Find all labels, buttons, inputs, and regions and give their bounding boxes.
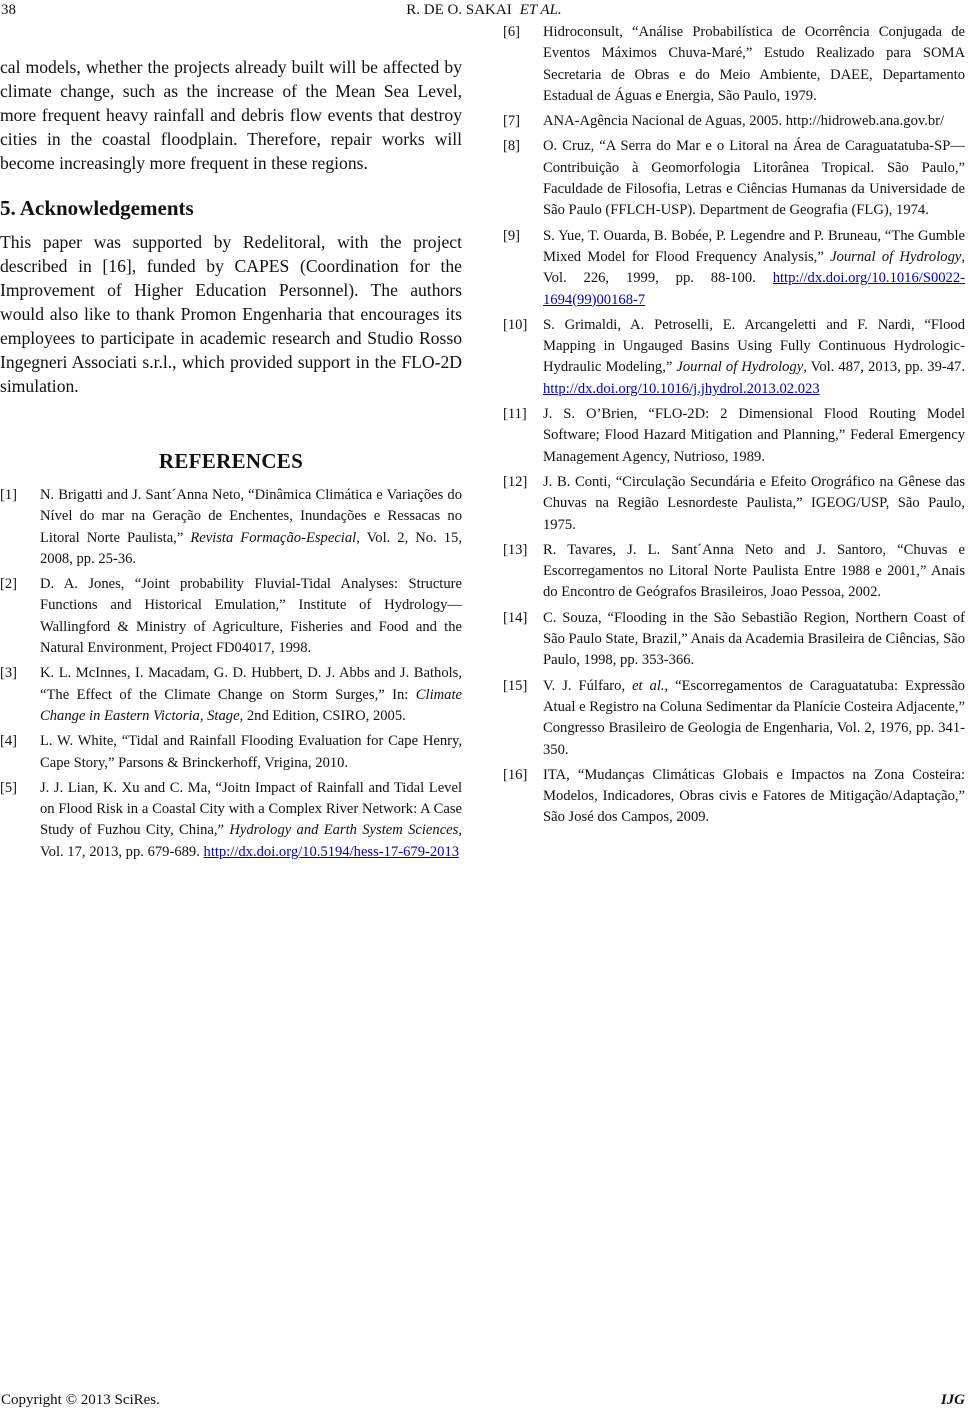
reference-text <box>543 540 965 604</box>
doi-link[interactable]: http://dx.doi.org/10.5194/hess-17-679-2013 <box>203 843 460 860</box>
page-number: 38 <box>1 2 16 18</box>
reference-text <box>40 731 462 774</box>
reference-details: , 2nd Edition, CSIRO, 2005. <box>239 707 406 724</box>
reference-item <box>0 574 462 659</box>
reference-number: [3] <box>0 665 18 682</box>
running-authors <box>0 2 968 19</box>
reference-item <box>503 608 965 672</box>
reference-text <box>543 136 965 221</box>
reference-source-title: Journal of Hydrology <box>676 359 804 376</box>
reference-number: [4] <box>0 733 18 750</box>
reference-text <box>543 472 965 536</box>
reference-number: [16] <box>503 766 528 783</box>
reference-number: [14] <box>503 609 528 626</box>
reference-item <box>503 472 965 536</box>
reference-citation: K. L. McInnes, I. Macadam, G. D. Hubbert, D. J. Abbs and J. Bathols, “The Effect of the Climate Change on Storm Surges,” In: <box>40 665 462 703</box>
reference-number: [11] <box>503 406 527 423</box>
reference-number: [10] <box>503 316 528 333</box>
reference-source-title: Hydrology and Earth System Sciences <box>229 822 459 839</box>
reference-number: [2] <box>0 576 18 593</box>
reference-details: , Vol. 487, 2013, pp. 39-47. <box>803 359 965 376</box>
reference-citation: C. Souza, “Flooding in the São Sebastião Region, Northern Coast of São Paulo State, Brazil,” Anais da Academia Brasileira de Ciências, São Paulo, 1998, pp. 353-366. <box>543 609 965 669</box>
reference-list-right <box>503 22 965 829</box>
reference-citation: O. Cruz, “A Serra do Mar e o Litoral na Área de Caraguatatuba-SP—Contribuição à Geomorfologia Litorânea Tropical. São Paulo,” Faculdade de Filosofia, Letras e Ciências Humanas da Universidade de São Paulo (FFLCH-USP). Department de Geografia (FLG), 1974. <box>543 138 965 219</box>
reference-text <box>40 485 462 570</box>
reference-source-title: Journal of Hydrology <box>830 248 962 265</box>
reference-number: [7] <box>503 113 521 130</box>
reference-text <box>40 778 462 863</box>
reference-item <box>0 778 462 863</box>
reference-item <box>503 676 965 761</box>
reference-details: , “Escorregamentos de Caraguatatuba: Expressão Atual e Registro na Coluna Sedimentar da Planície Costeira Adjacente,” Congresso Brasileiro de Geologia de Engenharia, Vol. 2, 1976, pp. 341-350. <box>543 677 965 758</box>
reference-number: [8] <box>503 138 521 155</box>
reference-item <box>0 663 462 727</box>
reference-number: [1] <box>0 487 18 503</box>
reference-item <box>0 731 462 774</box>
acknowledgements-text: This paper was supported by Redelitoral, with the project described in [16], funded by CAPES (Coordination for the Improvement of Higher Education Personnel). The authors would also like to thank Promon Engenharia that encourages its employees to participate in academic research and Studio Rosso Ingegneri Associati s.r.l., which provided support in the FLO-2D simulation. <box>0 232 462 396</box>
reference-details: , Vol. 17, 2013, pp. 679-689. <box>40 822 462 860</box>
reference-number: [15] <box>503 677 528 694</box>
reference-citation: L. W. White, “Tidal and Rainfall Flooding Evaluation for Cape Henry, Cape Story,” Parsons & Brinckerhoff, Vrigina, 2010. <box>40 733 462 771</box>
reference-number: [12] <box>503 473 528 490</box>
copyright-notice: Copyright © 2013 SciRes. <box>1 1392 160 1408</box>
left-column <box>0 55 462 867</box>
reference-text <box>543 226 965 311</box>
reference-item <box>503 136 965 221</box>
reference-text <box>543 676 965 761</box>
continuation-paragraph: cal models, whether the projects already built will be affected by climate change, such as the increase of the Mean Sea Level, more frequent heavy rainfall and debris flow events that destroy cities in the coastal floodplain. Therefore, repair works will become increasingly more frequent in these regions. <box>0 57 462 173</box>
reference-citation: R. Tavares, J. L. Sant´Anna Neto and J. Santoro, “Chuvas e Escorregamentos no Litoral Norte Paulista Entre 1988 e 2001,” Anais do Encontro de Geógrafos Brasileiros, Joao Pessoa, 2002. <box>543 541 965 601</box>
doi-link[interactable]: http://dx.doi.org/10.1016/j.jhydrol.2013.02.023 <box>543 380 820 397</box>
reference-number: [5] <box>0 779 18 796</box>
reference-citation: J. B. Conti, “Circulação Secundária e Efeito Orográfico na Gênese das Chuvas na Região Lesnordeste Paulista,” IGEOG/USP, São Paulo, 1975. <box>543 473 965 533</box>
reference-citation: J. S. O’Brien, “FLO-2D: 2 Dimensional Flood Routing Model Software; Flood Hazard Mitigation and Planning,” Federal Emergency Management Agency, Nutrioso, 1989. <box>543 406 965 465</box>
reference-citation: ANA-Agência Nacional de Aguas, 2005. http://hidroweb.ana.gov.br/ <box>543 113 945 130</box>
reference-source-title: et al. <box>632 677 665 694</box>
reference-number: [9] <box>503 227 521 244</box>
reference-citation: Hidroconsult, “Análise Probabilística de Ocorrência Conjugada de Eventos Máximos Chuva-Maré,” Estudo Realizado para SOMA Secretaria de Obras e do Meio Ambiente, DAEE, Departamento Estadual de Águas e Energia, São Paulo, 1979. <box>543 24 965 104</box>
reference-number: [13] <box>503 541 528 558</box>
doi-link[interactable]: http://dx.doi.org/10.1016/S0022-1694(99)00168-7 <box>543 270 965 308</box>
reference-item <box>503 226 965 311</box>
reference-source-title: Climate Change in Eastern Victoria, Stage <box>40 686 462 724</box>
reference-text <box>543 765 965 829</box>
reference-details: , Vol. 226, 1999, pp. 88-100. <box>543 248 965 287</box>
reference-text <box>543 608 965 672</box>
author-name: R. DE O. SAKAI <box>406 2 512 18</box>
reference-citation: N. Brigatti and J. Sant´Anna Neto, “Dinâmica Climática e Variações do Nível do mar na Geração de Enchentes, Inundações e Ressacas no Litoral Norte Paulista,” <box>40 487 462 546</box>
references-heading: REFERENCES <box>158 449 304 473</box>
reference-text <box>40 574 462 659</box>
reference-text <box>543 22 965 107</box>
reference-list-left <box>0 485 462 863</box>
reference-number: [6] <box>503 24 521 40</box>
reference-text <box>543 315 965 400</box>
reference-text <box>40 663 462 727</box>
reference-item <box>503 315 965 400</box>
running-header <box>0 2 968 22</box>
reference-citation: S. Grimaldi, A. Petroselli, E. Arcangeletti and F. Nardi, “Flood Mapping in Ungauged Basins Using Fully Continuous Hydrologic-Hydraulic Modeling,” <box>543 316 965 376</box>
acknowledgements-heading: 5. Acknowledgements <box>0 196 194 220</box>
reference-citation: J. J. Lian, K. Xu and C. Ma, “Joitn Impact of Rainfall and Tidal Level on Flood Risk in a Coastal City with a Complex River Network: A Case Study of Fuzhou City, China,” <box>40 779 462 839</box>
reference-source-title: Revista Formação-Especial <box>190 529 357 546</box>
reference-item <box>503 765 965 829</box>
reference-item <box>0 485 462 570</box>
reference-citation: D. A. Jones, “Joint probability Fluvial-Tidal Analyses: Structure Functions and Historical Emulation,” Institute of Hydrology—Wallingford & Ministry of Agriculture, Fisheries and Food and the Natural Environment, Project FD04017, 1998. <box>40 576 462 657</box>
reference-details: , Vol. 2, No. 15, 2008, pp. 25-36. <box>40 529 462 567</box>
reference-item <box>503 404 965 468</box>
reference-citation: S. Yue, T. Ouarda, B. Bobée, P. Legendre and P. Bruneau, “The Gumble Mixed Model for Flood Frequency Analysis,” <box>543 227 965 265</box>
reference-item <box>503 111 965 132</box>
reference-item <box>503 540 965 604</box>
et-al: ET AL. <box>519 2 562 18</box>
reference-item <box>503 22 965 107</box>
reference-text <box>543 404 965 468</box>
right-column <box>503 22 965 833</box>
reference-text <box>543 111 965 132</box>
journal-abbrev: IJG <box>940 1392 965 1408</box>
reference-citation: ITA, “Mudanças Climáticas Globais e Impactos na Zona Costeira: Modelos, Indicadores, Obras civis e Fatores de Mitigação/Adaptação,” São José dos Campos, 2009. <box>543 766 965 826</box>
reference-citation: V. J. Fúlfaro, <box>543 677 633 694</box>
